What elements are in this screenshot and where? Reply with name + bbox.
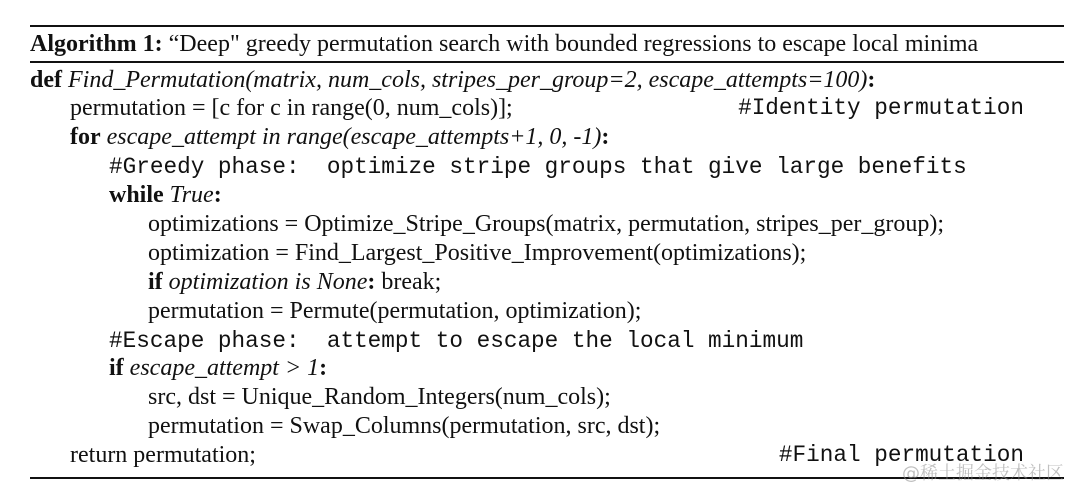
statement: optimization = Find_Largest_Positive_Improvement(optimizations);	[148, 239, 807, 266]
keyword-for: for	[70, 124, 101, 151]
colon: :	[213, 182, 222, 209]
code-comment: #Escape phase: attempt to escape the local minimum	[109, 327, 804, 354]
function-signature: Find_Permutation(matrix, num_cols, stripes_per_group=2, escape_attempts=100)	[68, 66, 868, 93]
code-line-optimization	[30, 239, 1024, 268]
loop-condition: True	[169, 182, 214, 209]
caption-rule	[30, 61, 1064, 63]
code-line-greedy-comment	[30, 152, 1024, 181]
keyword-def: def	[30, 66, 62, 93]
keyword-if: if	[109, 355, 124, 382]
statement: permutation = Permute(permutation, optimization);	[148, 297, 642, 324]
code-comment: #Identity permutation	[738, 95, 1024, 122]
code-line-for	[30, 123, 1024, 152]
statement: return permutation;	[70, 442, 256, 469]
loop-expression: escape_attempt in range(escape_attempts+1, 0, -1)	[106, 124, 602, 151]
code-line-escape-comment	[30, 326, 1024, 355]
keyword-if: if	[148, 268, 163, 295]
code-line-if-break	[30, 268, 1024, 297]
code-line-while	[30, 181, 1024, 210]
code-comment: #Final permutation	[778, 442, 1024, 469]
code-line-if-escape	[30, 354, 1024, 383]
code-comment: #Greedy phase: optimize stripe groups that give large benefits	[109, 154, 967, 181]
algorithm-body	[30, 66, 1024, 470]
if-condition: escape_attempt > 1	[129, 355, 320, 382]
statement: optimizations = Optimize_Stripe_Groups(matrix, permutation, stripes_per_group);	[148, 210, 945, 237]
code-line-optimizations	[30, 210, 1024, 239]
if-condition: optimization is None	[168, 268, 368, 295]
colon: :	[867, 66, 876, 93]
statement: permutation = [c for c in range(0, num_cols)];	[70, 95, 513, 122]
colon: :	[319, 355, 328, 382]
statement: src, dst = Unique_Random_Integers(num_cols);	[148, 384, 611, 411]
statement: break;	[381, 268, 442, 295]
top-rule	[30, 25, 1064, 27]
code-line-swap	[30, 412, 1024, 441]
code-line-def	[30, 66, 1024, 95]
algorithm-label: Algorithm 1:	[30, 31, 163, 57]
colon: :	[367, 268, 376, 295]
code-line-random	[30, 383, 1024, 412]
code-line-return	[30, 441, 1024, 470]
statement: permutation = Swap_Columns(permutation, src, dst);	[148, 413, 661, 440]
colon: :	[601, 124, 610, 151]
code-line-permute	[30, 297, 1024, 326]
watermark: @稀土掘金技术社区	[902, 463, 1064, 484]
code-line-init	[30, 94, 1024, 123]
algorithm-title: “Deep" greedy permutation search with bounded regressions to escape local minima	[168, 31, 979, 57]
keyword-while: while	[109, 182, 164, 209]
algorithm-caption	[30, 30, 978, 59]
